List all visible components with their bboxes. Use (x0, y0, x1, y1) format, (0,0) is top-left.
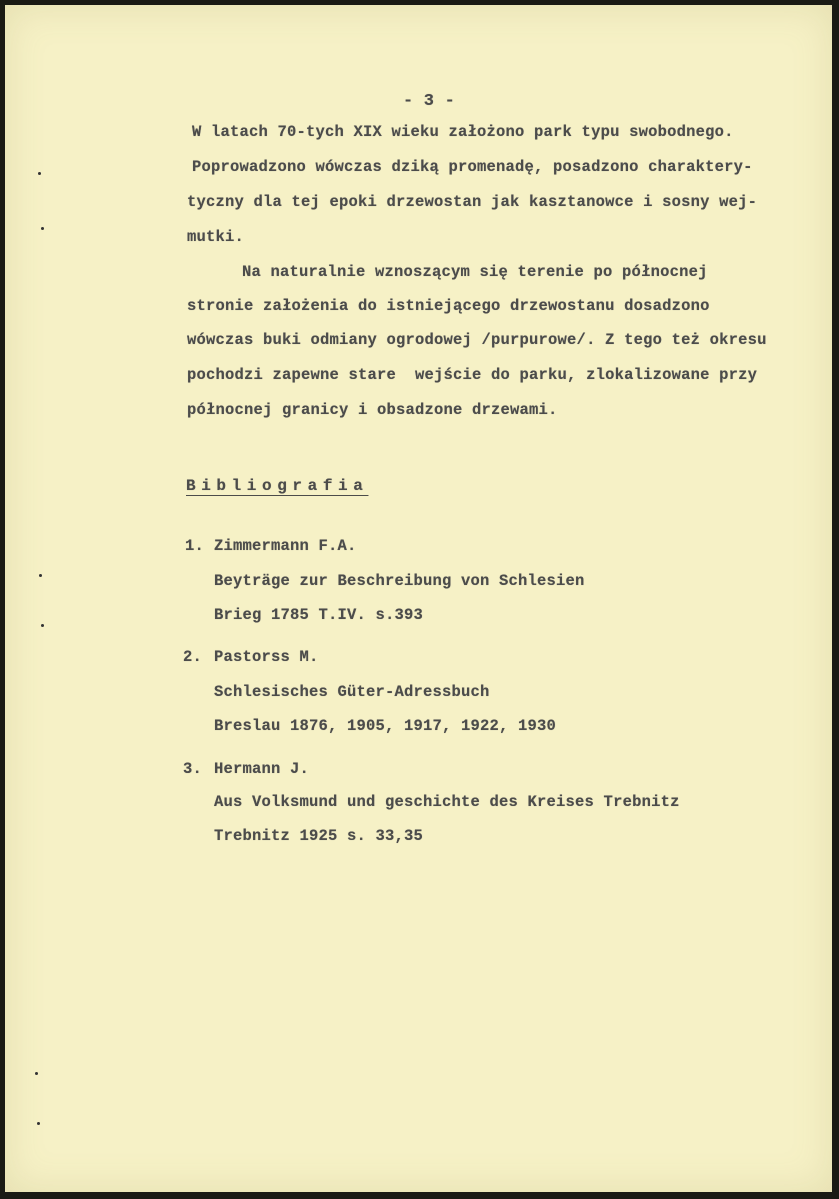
paragraph2-line-4: pochodzi zapewne stare wejście do parku, zlokalizowane przy (187, 366, 758, 384)
entry-2-author: Pastorss M. (214, 648, 319, 666)
paragraph1-line-1: W latach 70-tych XIX wieku założono park typu swobodnego. (192, 123, 734, 141)
paper-speck (41, 227, 44, 230)
paragraph2-line-1: Na naturalnie wznoszącym się terenie po północnej (242, 263, 708, 281)
paper-speck (38, 172, 41, 175)
entry-3-title: Aus Volksmund und geschichte des Kreises Trebnitz (214, 793, 680, 811)
document-page (5, 5, 832, 1192)
entry-1-title: Beyträge zur Beschreibung von Schlesien (214, 572, 585, 590)
paragraph1-line-4: mutki. (187, 228, 245, 246)
entry-2-title: Schlesisches Güter-Adressbuch (214, 683, 490, 701)
entry-3-number: 3. (183, 760, 203, 778)
paragraph2-line-5: północnej granicy i obsadzone drzewami. (187, 401, 558, 419)
paragraph1-line-3: tyczny dla tej epoki drzewostan jak kasztanowce i sosny wej- (187, 193, 758, 211)
page-number: - 3 - (403, 92, 456, 111)
entry-2-publication: Breslau 1876, 1905, 1917, 1922, 1930 (214, 717, 557, 735)
entry-3-publication: Trebnitz 1925 s. 33,35 (214, 827, 424, 845)
paper-speck (35, 1072, 38, 1075)
entry-1-publication: Brieg 1785 T.IV. s.393 (214, 606, 424, 624)
paper-speck (39, 574, 42, 577)
entry-3-author: Hermann J. (214, 760, 310, 778)
paragraph2-line-3: wówczas buki odmiany ogrodowej /purpurowe/. Z tego też okresu (187, 331, 767, 349)
bibliography-heading: Bibliografia (186, 477, 369, 495)
paragraph2-line-2: stronie założenia do istniejącego drzewostanu dosadzono (187, 297, 710, 315)
paragraph1-line-2: Poprowadzono wówczas dziką promenadę, posadzono charaktery- (192, 158, 753, 176)
paper-speck (41, 624, 44, 627)
entry-1-author: Zimmermann F.A. (214, 537, 357, 555)
paper-speck (37, 1122, 40, 1125)
entry-2-number: 2. (183, 648, 203, 666)
entry-1-number: 1. (185, 537, 205, 555)
